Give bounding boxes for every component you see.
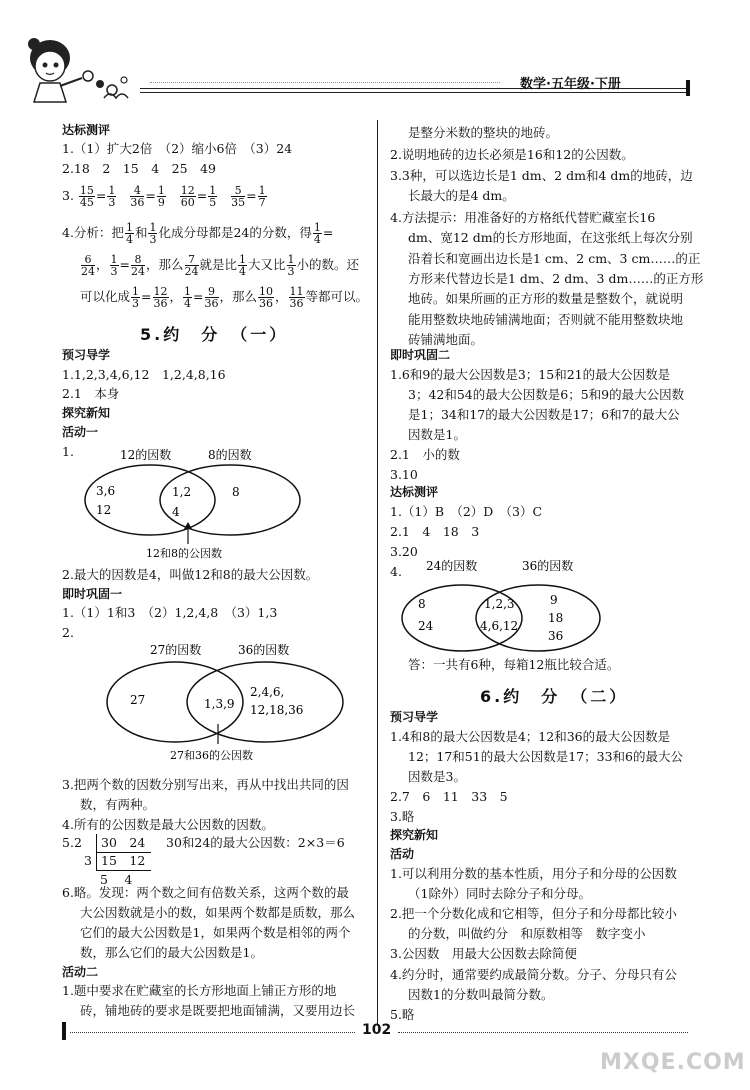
quick-1-q6d: 数，那么它们的最大公因数是1。 — [80, 945, 263, 960]
quick-1-q3b: 数，有两种。 — [80, 797, 156, 812]
section-6-title: 6.约 分 （二） — [480, 687, 629, 706]
fraction — [205, 286, 219, 309]
venn-left-only: 24 — [418, 619, 434, 633]
right-r4a: 4.方法提示：用准备好的方格纸代替贮藏室长16 — [390, 210, 656, 225]
venn-right-label: 36的因数 — [522, 559, 574, 573]
fraction-denominator: 36 — [130, 196, 145, 209]
venn-diagram-12-8 — [80, 440, 330, 565]
quick-1-q6c: 它们的最大公因数是1，如果两个数是相邻的两个 — [80, 925, 351, 940]
fraction-denominator: 3 — [149, 233, 157, 246]
division-row: 5 4 — [100, 872, 133, 887]
fraction-numerator: 1 — [184, 285, 192, 298]
fraction — [125, 222, 134, 245]
fraction-numerator: 1 — [239, 253, 247, 266]
venn-diagram-24-36 — [400, 556, 610, 656]
right-r4f: 能用整数块地砖铺满地面；否则就不能用整数块地 — [408, 312, 684, 327]
activity-heading: 活动 — [390, 847, 415, 861]
fraction-denominator: 36 — [259, 297, 274, 310]
fraction-denominator: 4 — [125, 233, 133, 246]
section-5-title: 5.约 分 （一） — [140, 325, 289, 344]
venn-right-label: 36的因数 — [238, 643, 290, 657]
fraction-numerator: 1 — [287, 253, 295, 266]
fraction-numerator: 7 — [185, 254, 199, 266]
fraction — [81, 254, 95, 277]
activity-2-q1a: 1.题中要求在贮藏室的长方形地面上铺正方形的地 — [62, 983, 337, 998]
fraction — [107, 185, 116, 208]
fraction-numerator: 10 — [259, 285, 274, 298]
right-r4g: 砖铺满地面。 — [408, 332, 484, 347]
text: 就是比 — [199, 257, 238, 272]
explore-2-heading: 探究新知 — [390, 828, 439, 842]
fraction-denominator: 3 — [132, 297, 140, 310]
quick-1-heading: 即时巩固一 — [62, 587, 123, 601]
preview-q1: 1.1,2,3,4,6,12 1,2,4,8,16 — [62, 367, 226, 382]
activity-1-heading: 活动一 — [62, 425, 99, 439]
venn-right-label: 8的因数 — [208, 448, 252, 462]
fraction-numerator: 1 — [149, 221, 157, 234]
fraction-denominator: 60 — [180, 196, 195, 209]
fraction-numerator: 1 — [108, 184, 116, 197]
text: 小的数。还 — [296, 257, 360, 272]
mastery-2-q3: 3.20 — [390, 544, 418, 559]
quick-2-q3: 3.10 — [390, 467, 418, 482]
venn-bottom-label: 27和36的公因数 — [170, 749, 253, 762]
division-row: 15 12 — [96, 852, 151, 871]
fraction-denominator: 4 — [239, 265, 247, 278]
text: 和 — [134, 225, 148, 240]
preview-2-q2: 2.7 6 11 33 5 — [390, 789, 508, 804]
quick-2-q1d: 因数是1。 — [408, 427, 466, 442]
activity-q2a: 2.把一个分数化成和它相等，但分子和分母都比较小 — [390, 906, 677, 921]
mastery-2-q2: 2.1 4 18 3 — [390, 524, 480, 539]
fraction — [258, 185, 267, 208]
venn-common: 4 — [172, 505, 180, 519]
fraction-denominator: 24 — [184, 265, 199, 278]
text: 大又比 — [248, 257, 286, 272]
venn-bottom-label: 12和8的公因数 — [146, 547, 222, 560]
venn-common: 1,3,9 — [204, 697, 235, 711]
right-r4b: dm、宽12 dm的长方形地面，在这张纸上每次分别 — [408, 230, 693, 245]
activity-q1a: 1.可以利用分数的基本性质，用分子和分母的公因数 — [390, 866, 677, 881]
fraction-numerator: 5 — [231, 185, 245, 197]
quick-1-q6a: 6.略。发现：两个数之间有倍数关系，这两个数的最 — [62, 885, 349, 900]
preview-2-q3: 3.略 — [390, 809, 415, 824]
venn-common: 4,6,12 — [480, 619, 519, 633]
fraction-numerator: 1 — [157, 184, 165, 197]
fraction-numerator: 9 — [205, 286, 219, 298]
mastery-2-q1: 1.（1）B （2）D （3）C — [390, 504, 543, 519]
page-number: 102 — [362, 1022, 392, 1038]
fraction-numerator: 6 — [81, 254, 95, 266]
activity-q4b: 因数1的分数叫最简分数。 — [408, 987, 554, 1002]
division-ladder — [84, 834, 154, 890]
preview-2-heading: 预习导学 — [390, 710, 439, 724]
quick-2-q1c: 是1；34和17的最大公因数是17；6和7的最大公 — [408, 407, 680, 422]
fraction — [258, 286, 274, 309]
venn-left-only: 8 — [418, 597, 426, 611]
fraction — [110, 254, 119, 277]
fraction-numerator: 11 — [289, 285, 304, 298]
explore-heading: 探究新知 — [62, 406, 111, 420]
venn-right-only: 2,4,6, — [250, 685, 285, 699]
header-end-mark — [686, 80, 690, 96]
fraction-denominator: 45 — [79, 196, 94, 209]
fraction-denominator: 3 — [287, 265, 295, 278]
venn-left-only: 3,6 — [96, 484, 116, 498]
text: 等都可以。 — [305, 289, 369, 304]
fraction — [185, 254, 199, 277]
footer-dotted-rule-right — [398, 1032, 688, 1033]
venn-right-circle — [160, 465, 300, 535]
quick-1-q2: 2. — [62, 625, 74, 640]
fraction-denominator: 24 — [81, 265, 95, 278]
mastery-q3-prefix: 3. — [62, 188, 74, 203]
division-row: 30 24 — [96, 834, 151, 853]
fraction — [231, 185, 245, 208]
right-r3a: 3.3种，可以选边长是1 dm、2 dm和4 dm的地砖，边 — [390, 168, 693, 183]
divisor: 2 — [73, 835, 82, 850]
preview-2-q1b: 12；17和51的最大公因数是17；33和6的最大公 — [408, 749, 683, 764]
fraction-numerator: 1 — [209, 184, 217, 197]
venn-right-only: 12,18,36 — [250, 703, 304, 717]
mastery-q4-line1: 4.分析：把 $\frac{1}{4}$ 和 $\frac{1}{3}$ 化成分母都是24的分数，得 $\frac{1}{4}$ = — [62, 221, 334, 246]
fraction-denominator: 3 — [110, 265, 118, 278]
mastery-q1: 1.（1）扩大2倍 （2）缩小6倍 （3）24 — [62, 141, 293, 156]
mastery-q4-line3: 可以化成 $\frac{1}{3}$ = $\frac{12}{36}$ ， $\frac{1}{4}$ = $\frac{9}{36}$ ，那么 $\frac{10}{36}$ ， $\frac{11}{36}$ 等都可以。 — [80, 285, 369, 310]
fraction — [287, 254, 296, 277]
quick-1-q3a: 3.把两个数的因数分别写出来，再从中找出共同的因 — [62, 777, 349, 792]
division-divisor: 3 — [84, 853, 92, 868]
venn-left-label: 24的因数 — [426, 559, 478, 573]
quick-1-q1: 1.（1）1和3 （2）1,2,4,8 （3）1,3 — [62, 605, 278, 620]
activity-1-q1: 1. — [62, 444, 74, 459]
activity-q2b: 的分数，叫做约分 和原数相等 数字变小 — [408, 926, 646, 941]
fraction-numerator: 1 — [258, 184, 266, 197]
venn-left-circle — [85, 465, 215, 535]
venn-right-only: 36 — [548, 629, 564, 643]
fraction-denominator: 4 — [313, 233, 321, 246]
right-r4c: 沿着长和宽画出边长是1 cm、2 cm、3 cm……的正 — [408, 251, 701, 266]
venn-left-circle — [402, 585, 522, 651]
preview-heading: 预习导学 — [62, 348, 111, 362]
venn-left-label: 27的因数 — [150, 643, 202, 657]
fraction-numerator: 1 — [125, 221, 133, 234]
watermark-text: MXQE.COM — [600, 1050, 746, 1075]
mastery-q4-line2: $\frac{6}{24}$ ， $\frac{1}{3}$ = $\frac{8}{24}$ ，那么 $\frac{7}{24}$ 就是比 $\frac{1}{4}$ 大又比 $\frac{1}{3}$ 小的数。还 — [81, 253, 360, 278]
right-r3b: 长最大的是4 dm。 — [408, 188, 515, 203]
activity-q4a: 4.约分时，通常要约成最简分数。分子、分母只有公 — [390, 967, 677, 982]
fraction — [148, 222, 157, 245]
fraction-numerator: 4 — [130, 185, 144, 197]
fraction-denominator: 36 — [204, 297, 219, 310]
venn-right-only: 8 — [232, 485, 240, 499]
preview-2-q1a: 1.4和8的最大公因数是4；12和36的最大公因数是 — [390, 729, 671, 744]
quick-2-q1a: 1.6和9的最大公因数是3；15和21的最大公因数是 — [390, 367, 671, 382]
fraction-numerator: 12 — [153, 285, 168, 298]
fraction-denominator: 9 — [157, 196, 165, 209]
activity-2-q1b: 砖，铺地砖的要求是既要把地面铺满，又要用边长 — [80, 1003, 356, 1018]
fraction-numerator: 1 — [313, 221, 321, 234]
footer-start-mark — [62, 1022, 66, 1040]
girl-mascot-icon — [12, 28, 142, 110]
fraction-denominator: 24 — [131, 265, 145, 278]
activity-q1b: （1除外）同时去除分子和分母。 — [408, 886, 591, 901]
mastery-2-heading: 达标测评 — [390, 485, 439, 499]
text: 5. — [62, 835, 74, 850]
fraction — [180, 185, 196, 208]
text: 可以化成 — [80, 289, 131, 304]
venn-left-label: 12的因数 — [120, 448, 172, 462]
fraction — [79, 185, 95, 208]
text: ，那么 — [146, 257, 184, 272]
fraction — [238, 254, 247, 277]
text: 化成分母都是24的分数，得 — [158, 225, 312, 240]
preview-2-q1c: 因数是3。 — [408, 769, 466, 784]
right-r1: 是整分米数的整块的地砖。 — [408, 125, 559, 140]
fraction — [157, 185, 166, 208]
venn-left-only: 12 — [96, 503, 112, 517]
venn-right-circle — [476, 585, 600, 651]
fraction — [131, 286, 140, 309]
fraction-denominator: 7 — [258, 196, 266, 209]
fraction-numerator: 8 — [131, 254, 145, 266]
venn-right-only: 18 — [548, 611, 564, 625]
fraction-numerator: 15 — [79, 184, 94, 197]
venn-diagram-27-36 — [100, 638, 360, 768]
arrow-head-icon — [184, 522, 192, 529]
fraction — [183, 286, 192, 309]
text: ，那么 — [219, 289, 258, 304]
header-mascot-decoration — [12, 28, 142, 110]
fraction — [153, 286, 169, 309]
book-title: 数学·五年级·下册 — [520, 77, 621, 92]
fraction-numerator: 1 — [110, 253, 118, 266]
quick-1-q5-text: 30和24的最大公因数：2×3＝6 — [166, 835, 345, 850]
right-r4d: 方形来代替边长是1 dm、2 dm、3 dm……的正方形 — [408, 271, 704, 286]
quick-1-q4: 4.所有的公因数是最大公因数的因数。 — [62, 817, 274, 832]
quick-2-q2: 2.1 小的数 — [390, 447, 460, 462]
mastery-2-q4-answer: 答：一共有6种，每箱12瓶比较合适。 — [408, 657, 620, 672]
quick-1-q5 — [62, 834, 82, 852]
mastery-q3: 3. $\frac{15}{45}$ = $\frac{1}{3}$ $\frac{4}{36}$ = $\frac{1}{9}$ $\frac{12}{60}$ = $\frac{1}{5}$ $\frac{5}{35}$ = $\frac{1}{7}$ — [62, 184, 266, 209]
fraction-denominator: 35 — [231, 196, 246, 209]
activity-q3: 3.公因数 用最大公因数去除简便 — [390, 946, 577, 961]
fraction-denominator: 36 — [289, 297, 304, 310]
quick-2-heading: 即时巩固二 — [390, 348, 451, 362]
text: 4.分析：把 — [62, 225, 124, 240]
right-r4e: 地砖。如果所画的正方形的数量是整数个，就说明 — [408, 291, 684, 306]
fraction-numerator: 12 — [180, 184, 195, 197]
fraction — [313, 222, 322, 245]
fraction-denominator: 4 — [184, 297, 192, 310]
fraction-denominator: 36 — [153, 297, 168, 310]
mastery-heading: 达标测评 — [62, 123, 111, 137]
venn-right-only: 9 — [550, 593, 558, 607]
right-r2: 2.说明地砖的边长必须是16和12的公因数。 — [390, 147, 634, 162]
column-divider — [377, 120, 378, 1025]
footer-dotted-rule-left — [70, 1032, 355, 1033]
fraction-denominator: 3 — [108, 196, 116, 209]
quick-2-q1b: 3；42和54的最大公因数是6；5和9的最大公因数 — [408, 387, 685, 402]
activity-1-q2: 2.最大的因数是4，叫做12和8的最大公因数。 — [62, 567, 319, 582]
mastery-q2: 2.18 2 15 4 25 49 — [62, 161, 216, 176]
fraction — [130, 185, 144, 208]
fraction-denominator: 5 — [209, 196, 217, 209]
activity-q5: 5.略 — [390, 1007, 415, 1022]
quick-1-q6b: 大公因数就是小的数，如果两个数都是质数，那么 — [80, 905, 356, 920]
fraction — [289, 286, 305, 309]
mastery-2-q4: 4. — [390, 564, 402, 579]
activity-2-heading: 活动二 — [62, 965, 99, 979]
fraction-numerator: 1 — [132, 285, 140, 298]
venn-common: 1,2 — [172, 485, 192, 499]
preview-q2: 2.1 本身 — [62, 386, 120, 401]
fraction — [131, 254, 145, 277]
fraction — [208, 185, 217, 208]
venn-common: 1,2,3 — [484, 597, 515, 611]
header-dots — [150, 82, 500, 83]
venn-left-only: 27 — [130, 693, 146, 707]
